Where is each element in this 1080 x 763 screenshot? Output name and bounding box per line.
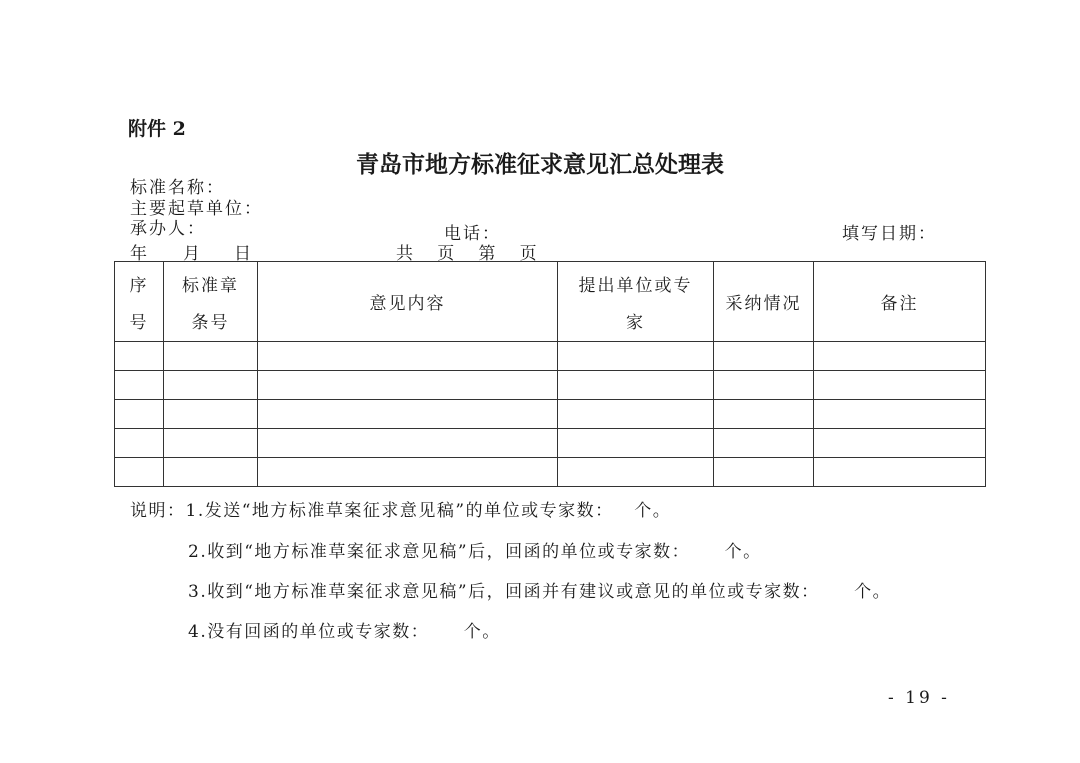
cell[interactable] [558,342,714,371]
cell[interactable] [115,400,164,429]
table-row [115,371,986,400]
table-row [115,342,986,371]
cell[interactable] [714,371,814,400]
table-header-row [115,262,986,342]
opinion-summary-table [114,261,986,487]
note-1: 说明：1.发送“地方标准草案征求意见稿”的单位或专家数： 个。 [130,501,672,521]
header-content-label: 意见内容 [369,294,446,314]
cell[interactable] [558,458,714,487]
cell[interactable] [814,371,986,400]
header-seq-line1: 序 [129,275,149,296]
day-label: 日 [234,244,251,264]
cell[interactable] [115,342,164,371]
cell[interactable] [714,458,814,487]
table-row [115,458,986,487]
cell[interactable] [164,342,258,371]
cell[interactable] [258,342,558,371]
header-adoption-label: 采纳情况 [725,294,802,314]
header-remarks [814,262,986,342]
header-clause-line1: 标准章 [182,275,239,296]
cell[interactable] [164,458,258,487]
note-2: 2.收到“地方标准草案征求意见稿”后，回函的单位或专家数： 个。 [188,542,762,562]
cell[interactable] [115,458,164,487]
page-count-label: 共 页 第 页 [396,244,539,264]
cell[interactable] [258,458,558,487]
header-seq [115,262,164,342]
document-title: 青岛市地方标准征求意见汇总处理表 [356,151,724,178]
attachment-label: 附件 2 [128,118,186,140]
cell[interactable] [164,400,258,429]
header-proposer-line1: 提出单位或专 [578,275,693,296]
cell[interactable] [258,429,558,458]
cell[interactable] [558,400,714,429]
header-remarks-label: 备注 [880,294,919,314]
table-row [115,429,986,458]
cell[interactable] [558,429,714,458]
phone-label: 电话： [444,224,501,244]
cell[interactable] [714,400,814,429]
cell[interactable] [714,342,814,371]
fill-date-label: 填写日期： [842,224,937,244]
handler-label: 承办人： [130,219,206,239]
header-seq-line2: 号 [129,312,149,333]
header-proposer-line2: 家 [626,312,645,333]
header-clause [164,262,258,342]
cell[interactable] [258,400,558,429]
header-clause-line2: 条号 [191,312,230,333]
year-label: 年 [130,244,147,264]
page-number: - 19 - [888,688,950,708]
table-row [115,400,986,429]
cell[interactable] [814,429,986,458]
month-label: 月 [183,244,200,264]
note-4: 4.没有回函的单位或专家数： 个。 [188,622,501,642]
header-proposer [558,262,714,342]
cell[interactable] [164,429,258,458]
cell[interactable] [814,458,986,487]
drafting-unit-label: 主要起草单位： [130,199,263,219]
cell[interactable] [814,400,986,429]
cell[interactable] [714,429,814,458]
cell[interactable] [115,429,164,458]
header-adoption [714,262,814,342]
standard-name-label: 标准名称： [130,178,225,198]
header-content [258,262,558,342]
cell[interactable] [115,371,164,400]
note-3: 3.收到“地方标准草案征求意见稿”后，回函并有建议或意见的单位或专家数： 个。 [188,582,892,602]
cell[interactable] [164,371,258,400]
cell[interactable] [258,371,558,400]
cell[interactable] [558,371,714,400]
cell[interactable] [814,342,986,371]
